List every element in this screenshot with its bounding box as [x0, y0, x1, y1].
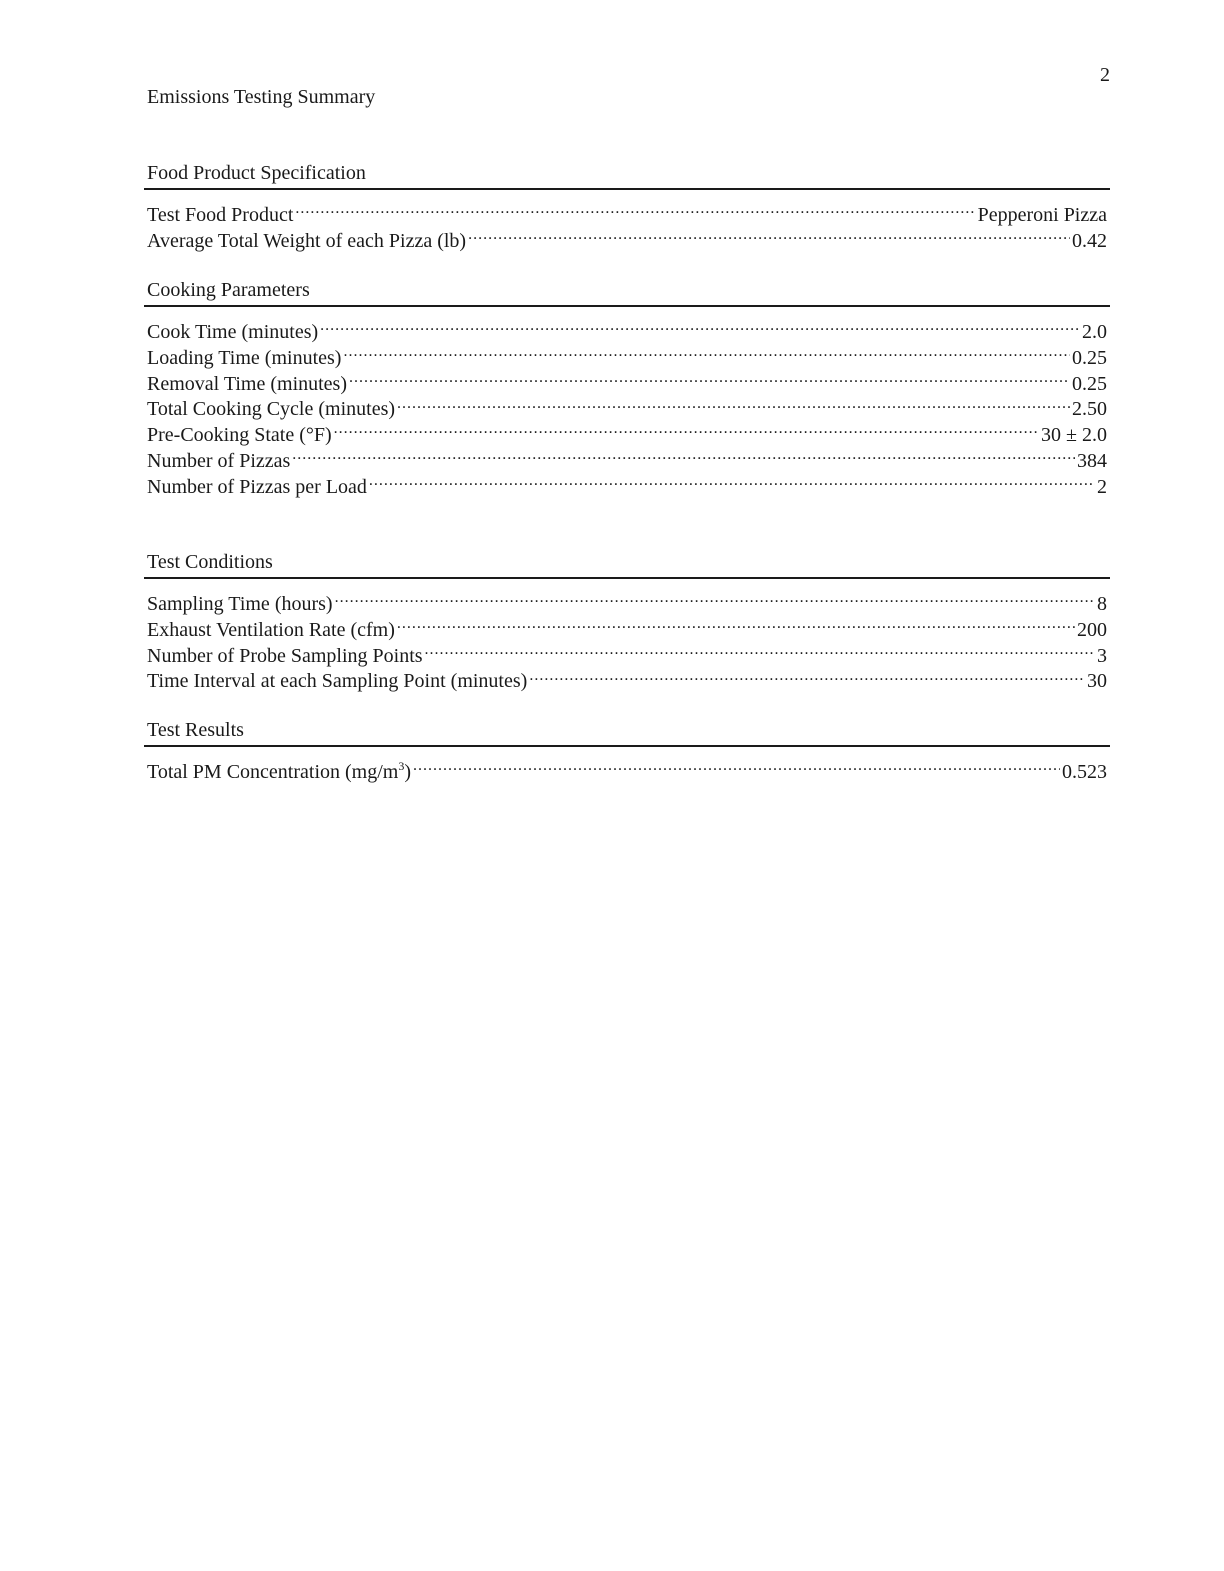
section-heading: Food Product Specification — [147, 162, 366, 184]
section-test-conditions — [144, 550, 1110, 693]
dot-leader — [320, 318, 1080, 338]
section-divider — [144, 745, 1110, 747]
document-title: Emissions Testing Summary — [147, 86, 376, 108]
dot-leader — [425, 642, 1095, 662]
row-label: Sampling Time (hours) — [147, 593, 333, 615]
param-row-total-cooking-cycle — [147, 395, 1107, 421]
param-row-loading-time — [147, 344, 1107, 370]
spec-row-test-food-product — [147, 201, 1107, 227]
condition-row-probe-sampling-points — [147, 642, 1107, 668]
row-label: Removal Time (minutes) — [147, 372, 347, 395]
row-value: 2.50 — [1072, 398, 1107, 421]
spec-row-average-weight — [147, 227, 1107, 253]
section-heading: Test Results — [147, 719, 244, 741]
row-value: 0.25 — [1072, 372, 1107, 395]
row-value: 0.25 — [1072, 346, 1107, 369]
section-test-results — [144, 718, 1110, 784]
row-label: Exhaust Ventilation Rate (cfm) — [147, 618, 395, 641]
param-row-pizzas-per-load — [147, 473, 1107, 499]
dot-leader — [334, 421, 1039, 441]
param-row-pre-cooking-state — [147, 421, 1107, 447]
row-value: 0.523 — [1062, 761, 1107, 783]
dot-leader — [529, 667, 1085, 687]
condition-row-exhaust-ventilation-rate — [147, 616, 1107, 642]
row-value: 30 — [1087, 670, 1107, 693]
row-label-superscript: 3 — [398, 759, 405, 773]
row-label: Total Cooking Cycle (minutes) — [147, 398, 396, 421]
dot-leader — [413, 758, 1060, 778]
dot-leader — [397, 395, 1070, 415]
row-label: Time Interval at each Sampling Point (minutes) — [147, 670, 528, 693]
row-label: Number of Pizzas per Load — [147, 475, 367, 498]
row-value: 0.42 — [1072, 229, 1107, 252]
dot-leader — [335, 590, 1095, 610]
param-row-number-of-pizzas — [147, 447, 1107, 473]
dot-leader — [343, 344, 1070, 364]
row-value: 30 ± 2.0 — [1041, 424, 1107, 447]
result-row-total-pm-concentration — [147, 758, 1107, 784]
dot-leader — [349, 370, 1070, 390]
row-label — [147, 760, 411, 784]
row-label: Average Total Weight of each Pizza (lb) — [147, 229, 467, 252]
row-value: 2.0 — [1082, 321, 1107, 343]
row-label: Loading Time (minutes) — [147, 346, 342, 369]
row-value: 8 — [1097, 593, 1107, 615]
row-label: Number of Pizzas — [147, 449, 291, 472]
section-divider — [144, 305, 1110, 307]
condition-row-sampling-time — [147, 590, 1107, 616]
dot-leader — [292, 447, 1075, 467]
row-value: 3 — [1097, 644, 1107, 667]
section-heading: Test Conditions — [147, 551, 273, 573]
dot-leader — [468, 227, 1070, 247]
param-row-removal-time — [147, 370, 1107, 396]
section-food-product-specification — [144, 161, 1110, 253]
section-divider — [144, 577, 1110, 579]
dot-leader — [397, 616, 1075, 636]
dot-leader — [295, 201, 975, 221]
row-value: 200 — [1077, 618, 1107, 641]
row-label-suffix: ) — [404, 761, 412, 783]
param-row-cook-time — [147, 318, 1107, 344]
section-divider — [144, 188, 1110, 190]
row-value: 384 — [1077, 449, 1107, 472]
row-label: Pre-Cooking State (°F) — [147, 424, 332, 447]
dot-leader — [369, 473, 1095, 493]
row-label: Cook Time (minutes) — [147, 321, 319, 343]
condition-row-time-interval — [147, 667, 1107, 693]
row-label: Number of Probe Sampling Points — [147, 644, 423, 667]
row-label: Test Food Product — [147, 204, 294, 226]
section-cooking-parameters — [144, 278, 1110, 499]
row-value: Pepperoni Pizza — [977, 204, 1107, 226]
row-label-prefix: Total PM Concentration (mg/m — [147, 761, 399, 783]
page-number: 2 — [1100, 64, 1110, 86]
section-heading: Cooking Parameters — [147, 279, 310, 301]
row-value: 2 — [1097, 475, 1107, 498]
